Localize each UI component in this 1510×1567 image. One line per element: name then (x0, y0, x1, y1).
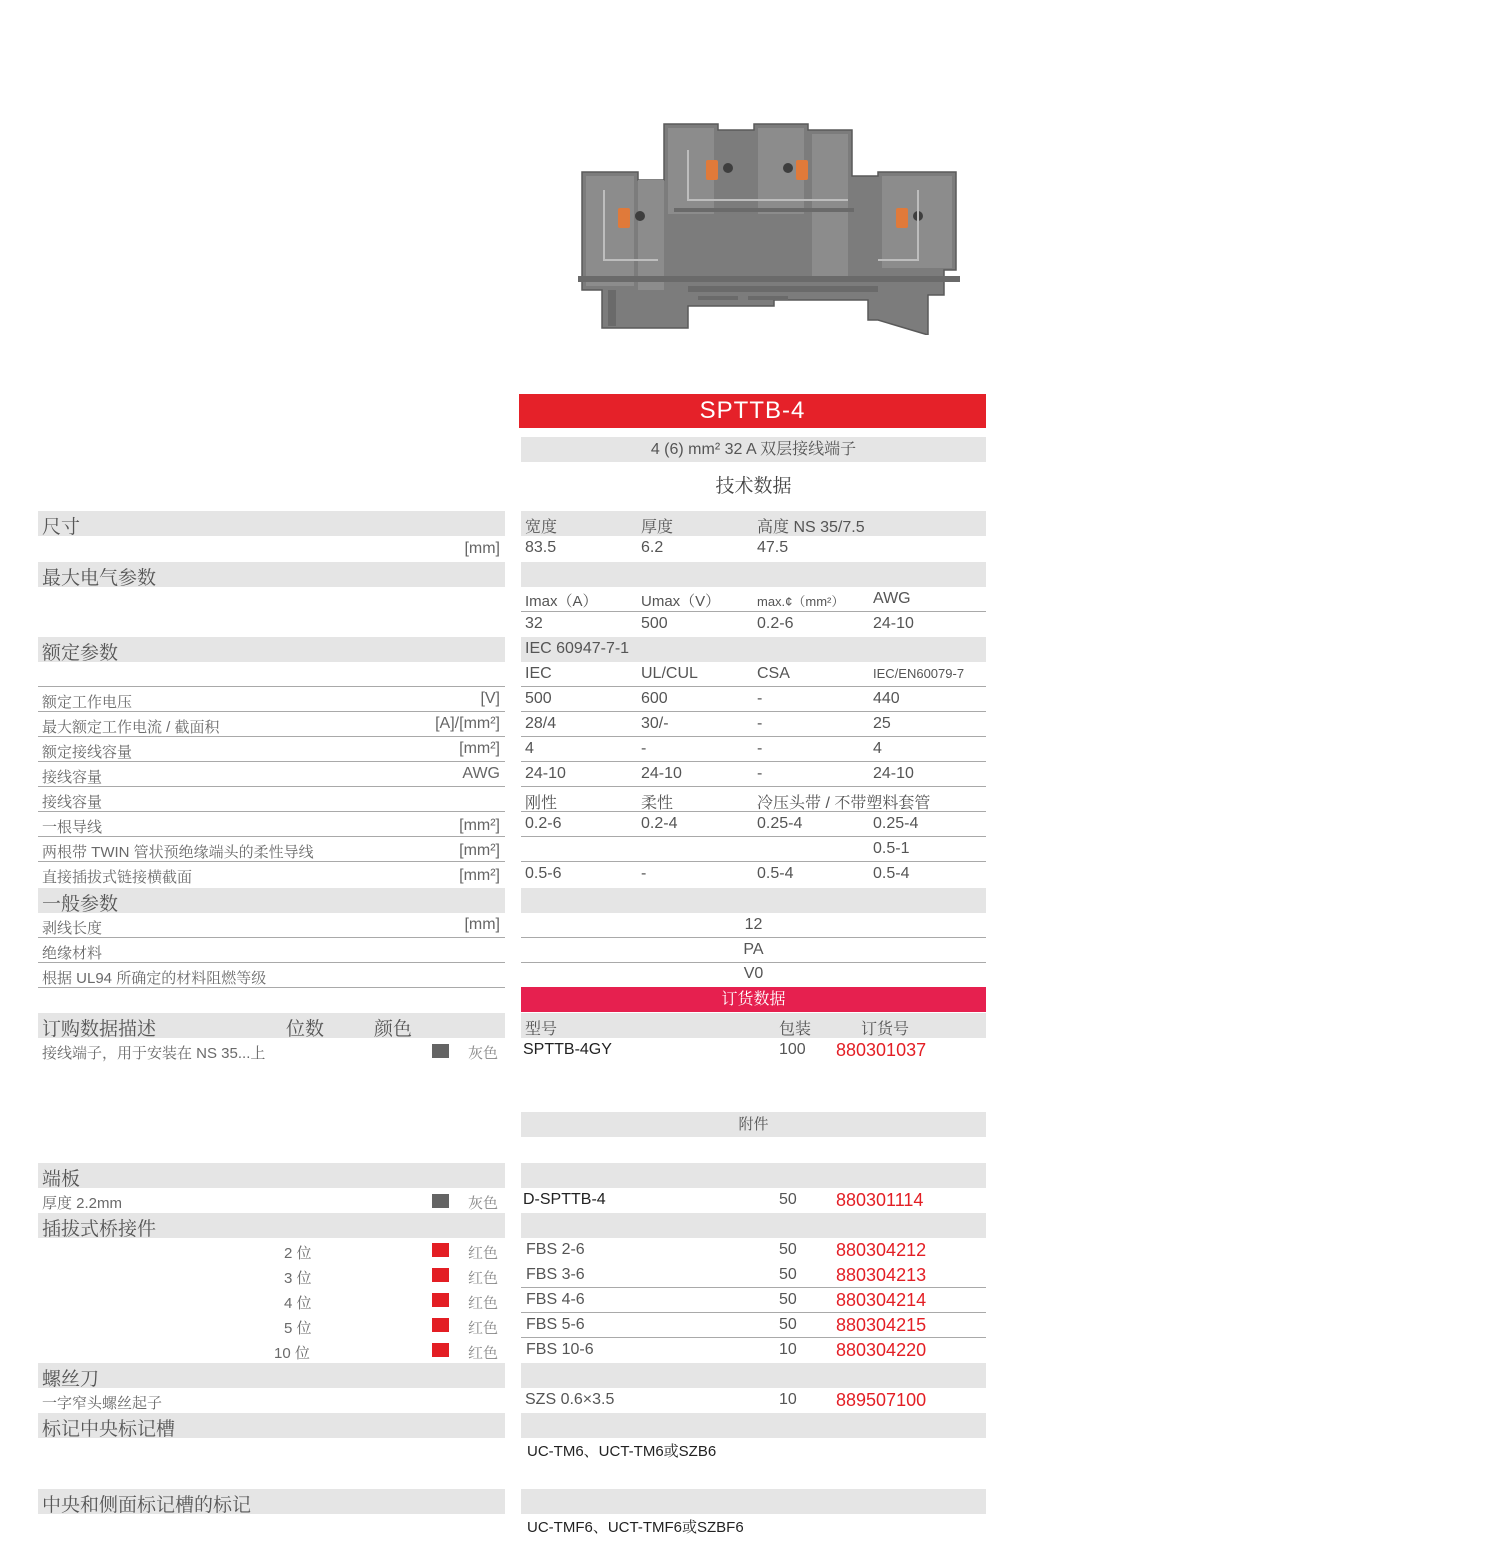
rated-band (38, 637, 505, 662)
screwdriver-pack: 10 (779, 1391, 797, 1408)
awg-value: 24-10 (873, 615, 914, 632)
order-code-header: 订货号 (861, 1021, 910, 1038)
screwdriver-band (38, 1363, 505, 1388)
bridge-model: FBS 2-6 (526, 1241, 585, 1258)
order-code: 880301037 (836, 1040, 927, 1060)
awg-row (521, 762, 986, 787)
direct-ferrule: 0.5-4 (757, 865, 794, 882)
bridge-order-row (521, 1313, 986, 1338)
bridge-code: 880304212 (836, 1240, 927, 1260)
bridge-band (38, 1213, 505, 1238)
single-wire-row (38, 812, 505, 837)
bridge-row-3 (38, 1263, 505, 1288)
twin-wire-row (38, 837, 505, 862)
color-heading: 颜色 (374, 1019, 413, 1040)
current-row (521, 712, 986, 737)
tech-data-title: 技术数据 (715, 476, 792, 497)
current-ul: 30/- (641, 715, 669, 732)
max-electrical-heading: 最大电气参数 (42, 568, 157, 589)
screwdriver-order-row (521, 1388, 986, 1413)
order-desc-heading: 订购数据描述 (42, 1019, 157, 1040)
single-rigid: 0.2-6 (525, 815, 562, 832)
product-subtitle: 4 (6) mm² 32 A 双层接线端子 (521, 437, 986, 462)
insulation-label: 绝缘材料 (42, 945, 103, 962)
order-model-header: 型号 (525, 1021, 558, 1038)
capacity-row (521, 737, 986, 762)
accessories-band (521, 1112, 986, 1137)
single-wire-unit: [mm²] (459, 817, 500, 834)
capacity-label: 接线容量 (42, 794, 103, 811)
cross-section-header: max.¢（mm²） (757, 594, 845, 609)
end-plate-code: 880301114 (836, 1190, 924, 1210)
direct-plug-row (38, 862, 505, 887)
max-electrical-band (38, 562, 505, 587)
end-plate-model: D-SPTTB-4 (523, 1191, 606, 1208)
strip-value: 12 (744, 916, 763, 933)
red-color-swatch (432, 1343, 449, 1357)
dim-thickness-value: 6.2 (641, 539, 664, 556)
bridge-pack: 50 (779, 1266, 797, 1283)
flammability-row (38, 963, 505, 988)
rated-current-row (38, 712, 505, 737)
bridge-pack: 10 (779, 1341, 797, 1358)
end-plate-color: 灰色 (468, 1195, 499, 1212)
bridge-code: 880304214 (836, 1290, 927, 1310)
capacity-awg-row (38, 762, 505, 787)
material-value: PA (743, 941, 764, 958)
rated-voltage-unit: [V] (480, 690, 500, 707)
umax-header: Umax（V） (641, 593, 721, 610)
standard-band (521, 637, 986, 662)
general-band (38, 888, 505, 913)
end-plate-item-row (38, 1188, 505, 1213)
screwdriver-code: 889507100 (836, 1390, 927, 1410)
bridge-heading: 插拔式桥接件 (42, 1219, 157, 1240)
screwdriver-right-band (521, 1363, 986, 1388)
general-heading: 一般参数 (42, 894, 119, 915)
bridge-position: 5 位 (284, 1320, 312, 1337)
direct-plug-values-row (521, 862, 986, 887)
bridge-color: 红色 (468, 1320, 499, 1337)
single-wire-label: 一根导线 (42, 819, 103, 836)
cross-section-value: 0.2-6 (757, 615, 794, 632)
strip-length-row (38, 913, 505, 938)
rated-current-label: 最大额定工作电流 / 截面积 (42, 719, 220, 736)
direct-plug-label: 直接插拔式链接横截面 (42, 869, 193, 886)
capacity-ul: - (641, 740, 647, 757)
rated-capacity-label: 额定接线容量 (42, 744, 133, 761)
voltage-iec: 500 (525, 690, 552, 707)
rated-voltage-label: 额定工作电压 (42, 694, 133, 711)
ul94-value: V0 (743, 965, 764, 982)
end-plate-right-band (521, 1163, 986, 1188)
capacity-iec: 4 (525, 740, 534, 757)
rated-capacity-unit: [mm²] (459, 740, 500, 757)
product-image (578, 120, 960, 335)
dim-header-row (521, 511, 986, 536)
rated-capacity-row (38, 737, 505, 762)
dim-height-header: 高度 NS 35/7.5 (757, 519, 865, 536)
insulation-row (38, 938, 505, 963)
screwdriver-model: SZS 0.6×3.5 (525, 1391, 615, 1408)
direct-plug-unit: [mm²] (459, 867, 500, 884)
bridge-code: 880304220 (836, 1340, 927, 1360)
direct-ferrule-plastic: 0.5-4 (873, 865, 910, 882)
bridge-row-4 (38, 1288, 505, 1313)
dim-thickness-header: 厚度 (641, 519, 674, 536)
awg-atex: 24-10 (873, 765, 914, 782)
direct-flexible: - (641, 865, 647, 882)
bridge-order-row (521, 1263, 986, 1288)
rated-heading: 额定参数 (42, 643, 119, 664)
bridge-position: 10 位 (274, 1345, 310, 1362)
order-item-color: 灰色 (468, 1045, 499, 1062)
bridge-model: FBS 5-6 (526, 1316, 585, 1333)
strip-length-unit: [mm] (464, 916, 500, 933)
bridge-order-row (521, 1288, 986, 1313)
screwdriver-heading: 螺丝刀 (42, 1369, 100, 1390)
bridge-code: 880304213 (836, 1265, 927, 1285)
bridge-order-row (521, 1238, 986, 1263)
elec-values-row (521, 612, 986, 637)
csa-header: CSA (757, 665, 790, 682)
bridge-order-row (521, 1338, 986, 1363)
end-plate-heading: 端板 (42, 1169, 81, 1190)
strip-length-label: 剥线长度 (42, 920, 103, 937)
bridge-model: FBS 3-6 (526, 1266, 585, 1283)
elec-header-row (521, 587, 986, 612)
current-iec: 28/4 (525, 715, 557, 732)
dimensions-band (38, 511, 505, 536)
awg-csa: - (757, 765, 763, 782)
ferrule-header: 冷压头带 / 不带塑料套管 (757, 795, 931, 812)
order-pack-header: 包装 (779, 1021, 812, 1038)
flammability-label: 根据 UL94 所确定的材料阻燃等级 (42, 970, 267, 987)
dim-width-header: 宽度 (525, 519, 558, 536)
capacity-row (38, 787, 505, 812)
awg-iec: 24-10 (525, 765, 566, 782)
awg-header: AWG (873, 590, 911, 607)
general-right-band (521, 888, 986, 913)
bridge-color: 红色 (468, 1245, 499, 1262)
bridge-position: 2 位 (284, 1245, 312, 1262)
material-value-row (521, 938, 986, 963)
screwdriver-item-row (38, 1388, 505, 1413)
bridge-position: 4 位 (284, 1295, 312, 1312)
twin-wire-unit: [mm²] (459, 842, 500, 859)
marker-side-heading: 中央和侧面标记槽的标记 (42, 1495, 252, 1516)
dim-height-value: 47.5 (757, 539, 789, 556)
std-header-row (521, 662, 986, 687)
single-ferrule-plastic: 0.25-4 (873, 815, 919, 832)
product-model-title: SPTTB-4 (519, 394, 986, 428)
order-header-row (521, 1013, 986, 1038)
red-color-swatch (432, 1243, 449, 1257)
voltage-ul: 600 (641, 690, 668, 707)
awg-ul: 24-10 (641, 765, 682, 782)
capacity-atex: 4 (873, 740, 882, 757)
voltage-row (521, 687, 986, 712)
imax-value: 32 (525, 615, 543, 632)
rigid-header: 刚性 (525, 795, 558, 812)
end-plate-band (38, 1163, 505, 1188)
ul94-value-row (521, 963, 986, 986)
dim-width-value: 83.5 (525, 539, 557, 556)
order-desc-band (38, 1013, 505, 1038)
marker-center-band (38, 1413, 505, 1438)
single-flexible: 0.2-4 (641, 815, 678, 832)
bridge-pack: 50 (779, 1316, 797, 1333)
marker-side-right-band (521, 1489, 986, 1514)
red-color-swatch (432, 1318, 449, 1332)
current-csa: - (757, 715, 763, 732)
bridge-row-5 (38, 1313, 505, 1338)
order-item-row (38, 1038, 505, 1063)
order-row (521, 1038, 986, 1063)
gray-color-swatch (432, 1044, 449, 1058)
dimensions-unit: [mm] (464, 540, 500, 557)
imax-header: Imax（A） (525, 593, 598, 610)
gray-color-swatch (432, 1194, 449, 1208)
dimensions-heading: 尺寸 (42, 517, 81, 538)
iec-header: IEC (525, 665, 552, 682)
bridge-code: 880304215 (836, 1315, 927, 1335)
end-plate-item-label: 厚度 2.2mm (42, 1195, 123, 1212)
rated-current-unit: [A]/[mm²] (435, 715, 500, 732)
bridge-color: 红色 (468, 1295, 499, 1312)
rated-spacer-row (38, 662, 505, 687)
marker-center-text: UC-TM6、UCT-TM6或SZB6 (527, 1443, 717, 1460)
atex-header: IEC/EN60079-7 (873, 666, 965, 681)
dim-values-row (521, 536, 986, 561)
direct-rigid: 0.5-6 (525, 865, 562, 882)
ul-header: UL/CUL (641, 665, 698, 682)
capacity-awg-unit: AWG (462, 765, 500, 782)
order-model: SPTTB-4GY (523, 1041, 612, 1058)
end-plate-pack: 50 (779, 1191, 797, 1208)
red-color-swatch (432, 1293, 449, 1307)
red-color-swatch (432, 1268, 449, 1282)
flexible-header: 柔性 (641, 795, 674, 812)
bridge-pack: 50 (779, 1291, 797, 1308)
bridge-color: 红色 (468, 1270, 499, 1287)
marker-center-heading: 标记中央标记槽 (42, 1419, 176, 1440)
order-item-label: 接线端子，用于安装在 NS 35...上 (42, 1045, 266, 1062)
capacity-awg-label: 接线容量 (42, 769, 103, 786)
voltage-atex: 440 (873, 690, 900, 707)
current-atex: 25 (873, 715, 891, 732)
single-wire-values-row (521, 812, 986, 837)
order-pack: 100 (779, 1041, 806, 1058)
strip-value-row (521, 913, 986, 938)
capacity-csa: - (757, 740, 763, 757)
twin-value: 0.5-1 (873, 840, 910, 857)
bridge-model: FBS 4-6 (526, 1291, 585, 1308)
end-plate-order-row (521, 1188, 986, 1213)
rated-voltage-row (38, 687, 505, 712)
standard-label: IEC 60947-7-1 (525, 640, 630, 657)
elec-band (521, 562, 986, 587)
single-ferrule: 0.25-4 (757, 815, 803, 832)
wire-header-row (521, 787, 986, 812)
bridge-right-band (521, 1213, 986, 1238)
marker-center-right-band (521, 1413, 986, 1438)
dimensions-unit-row (38, 536, 505, 561)
twin-wire-label: 两根带 TWIN 管状预绝缘端头的柔性导线 (42, 844, 314, 861)
accessories-title: 附件 (738, 1116, 769, 1133)
twin-wire-values-row (521, 837, 986, 862)
bridge-row-2 (38, 1238, 505, 1263)
voltage-csa: - (757, 690, 763, 707)
bridge-row-10 (38, 1338, 505, 1363)
marker-side-band (38, 1489, 505, 1514)
bridge-color: 红色 (468, 1345, 499, 1362)
bridge-model: FBS 10-6 (526, 1341, 594, 1358)
bridge-pack: 50 (779, 1241, 797, 1258)
marker-side-text: UC-TMF6、UCT-TMF6或SZBF6 (527, 1519, 744, 1536)
umax-value: 500 (641, 615, 668, 632)
bridge-position: 3 位 (284, 1270, 312, 1287)
order-data-title: 订货数据 (521, 987, 986, 1012)
positions-heading: 位数 (286, 1019, 325, 1040)
screwdriver-item-label: 一字窄头螺丝起子 (42, 1395, 163, 1412)
